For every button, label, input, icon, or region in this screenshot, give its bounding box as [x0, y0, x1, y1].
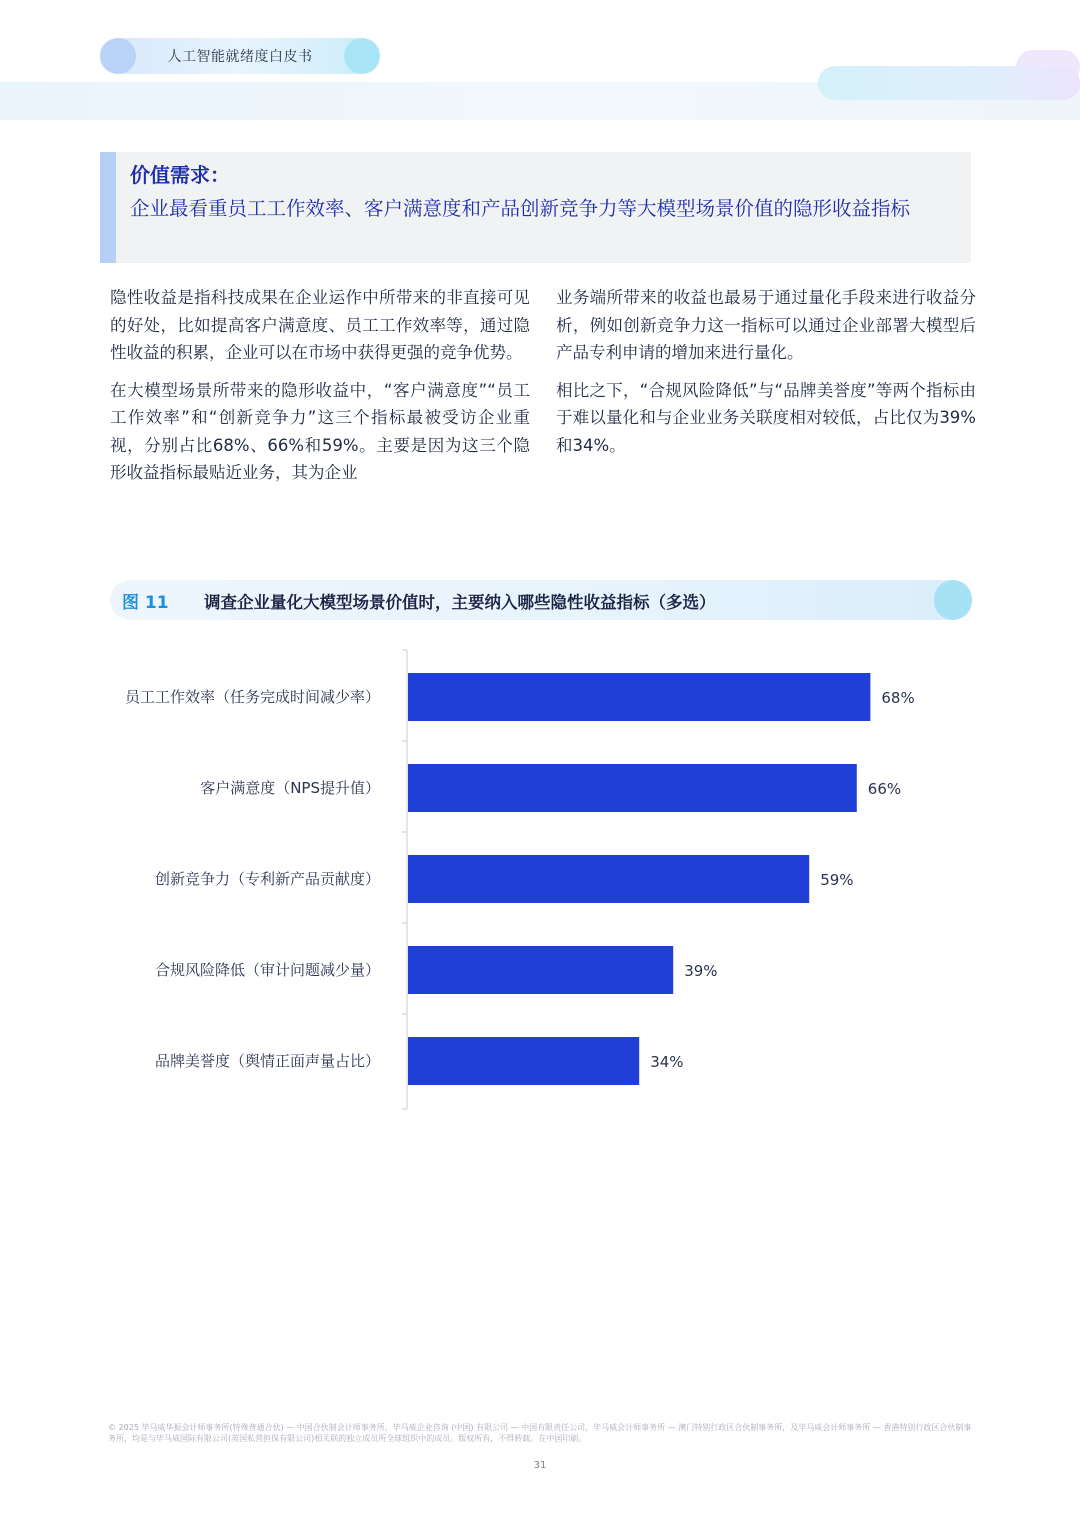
- body-paragraph: 隐性收益是指科技成果在企业运作中所带来的非直接可见的好处，比如提高客户满意度、员工工作效率等，通过隐性收益的积累，企业可以在市场中获得更强的竞争优势。: [110, 288, 530, 362]
- category-label: 合规风险降低（审计问题减少量）: [154, 961, 380, 979]
- data-label: 59%: [820, 871, 854, 889]
- body-paragraph: 在大模型场景所带来的隐形收益中，“客户满意度”“员工工作效率”和“创新竞争力”这三个指标最被受访企业重视，分别占比68%、66%和59%。主要是因为这三个隐形收益指标最贴近业务，其为企业: [110, 380, 530, 482]
- figure-title-bar: [110, 580, 972, 620]
- copyright-footnote: © 2025 毕马威华振会计师事务所(特殊普通合伙) — 中国合伙制会计师事务所，毕马威企业咨询 (中国) 有限公司 — 中国有限责任公司，毕马威会计师事务所 — 澳门特别行政区合伙制事务所，及毕马威会计师事务所 — 香港特别行政区合伙制事务所，均是与毕马威国际有限公司(英国私营担保有限公司)相关联的独立成员所全球组织中的成员。版权所有，不得转载。在中国印刷。: [108, 1423, 972, 1443]
- body-paragraph: 相比之下，“合规风险降低”与“品牌美誉度”等两个指标由于难以量化和与企业业务关联度相对较低，占比仅为39%和34%。: [556, 380, 976, 455]
- value-demand-callout: [100, 152, 971, 263]
- body-paragraph: 业务端所带来的收益也最易于通过量化手段来进行收益分析，例如创新竞争力这一指标可以通过企业部署大模型后产品专利申请的增加来进行量化。: [556, 288, 976, 362]
- page-number: 31: [533, 1460, 547, 1471]
- bar: [408, 855, 809, 903]
- pill-right-dot: [344, 38, 380, 74]
- header-decoration: [818, 66, 1080, 100]
- bar: [408, 1037, 639, 1085]
- category-label: 员工工作效率（任务完成时间减少率）: [124, 688, 380, 706]
- body-left-column: [110, 284, 530, 497]
- figure-number: 图 11: [122, 593, 169, 613]
- category-label: 品牌美誉度（舆情正面声量占比）: [154, 1052, 380, 1070]
- category-label: 创新竞争力（专利新产品贡献度）: [154, 870, 380, 888]
- data-label: 39%: [684, 962, 718, 980]
- bar: [408, 946, 673, 994]
- data-label: 66%: [867, 780, 902, 798]
- figure-bar-end-dot: [934, 580, 972, 620]
- document-title-pill: [100, 38, 380, 74]
- bar: [408, 764, 857, 812]
- data-label: 68%: [881, 689, 915, 707]
- callout-heading: 价值需求：: [130, 163, 230, 187]
- document-title: 人工智能就绪度白皮书: [167, 49, 313, 65]
- category-label: 客户满意度（NPS提升值）: [200, 779, 380, 797]
- bar: [408, 673, 870, 721]
- body-right-column: [556, 284, 976, 469]
- callout-text: 企业最看重员工工作效率、客户满意度和产品创新竞争力等大模型场景价值的隐形收益指标: [130, 197, 911, 220]
- pill-left-dot: [100, 38, 136, 74]
- data-label: 34%: [650, 1053, 684, 1071]
- figure-title: 调查企业量化大模型场景价值时，主要纳入哪些隐性收益指标（多选）: [204, 593, 716, 612]
- bar-chart: [0, 640, 1080, 1120]
